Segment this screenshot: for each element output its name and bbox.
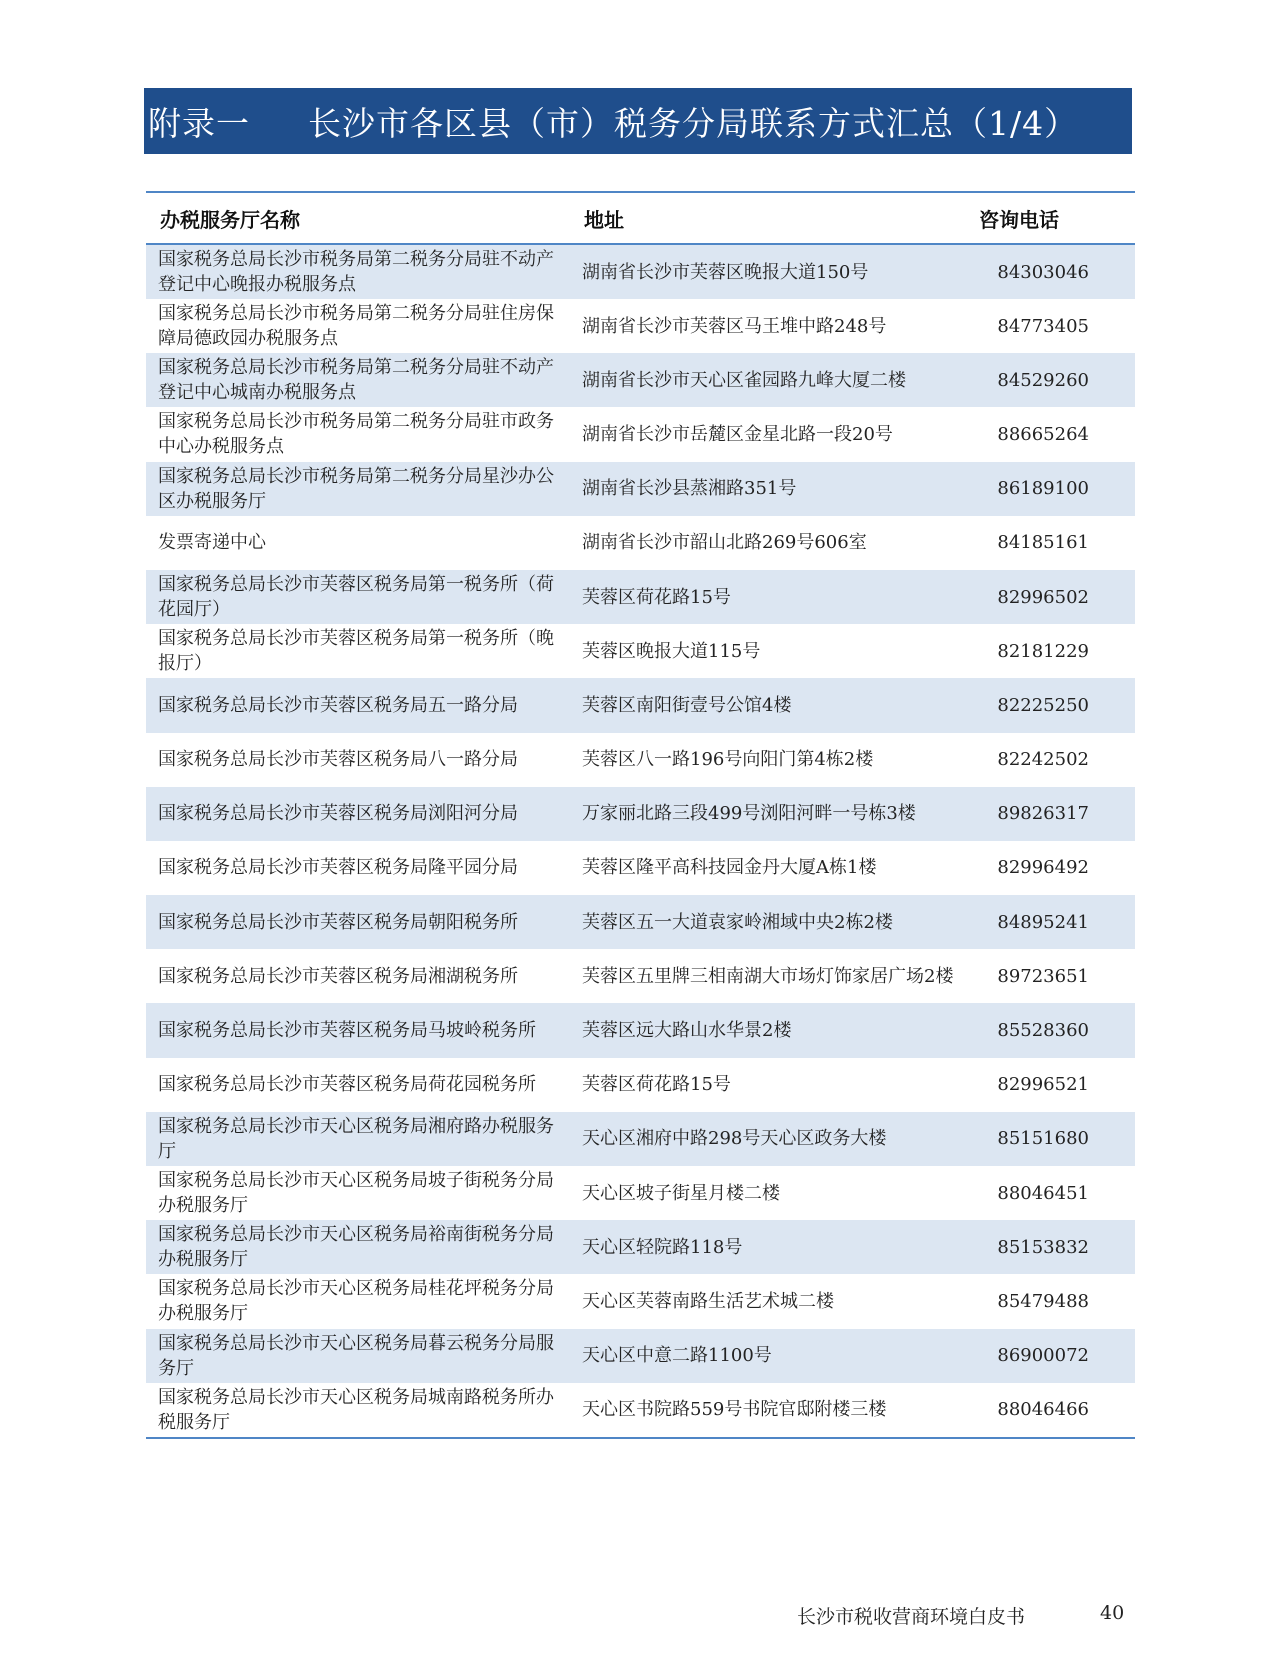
table-row: [146, 1003, 1135, 1057]
table-row: [146, 1329, 1135, 1383]
office-name: 国家税务总局长沙市天心区税务局暮云税务分局服务厅: [158, 1332, 554, 1379]
office-name: 发票寄递中心: [158, 532, 266, 554]
office-phone: 86900072: [997, 1345, 1089, 1367]
table-row: [146, 1058, 1135, 1112]
office-address: 湖南省长沙市岳麓区金星北路一段20号: [582, 423, 893, 445]
office-name: 国家税务总局长沙市芙蓉区税务局第一税务所（晚报厅）: [158, 628, 554, 675]
office-phone: 85153832: [997, 1236, 1089, 1258]
office-name: 国家税务总局长沙市天心区税务局桂花坪税务分局办税服务厅: [158, 1278, 554, 1325]
office-phone: 84895241: [997, 911, 1089, 933]
office-address: 芙蓉区五一大道袁家岭湘域中央2栋2楼: [582, 911, 893, 933]
office-address: 湖南省长沙市芙蓉区马王堆中路248号: [582, 315, 887, 337]
office-phone: 82996502: [997, 586, 1089, 608]
office-name: 国家税务总局长沙市税务局第二税务分局驻不动产登记中心晚报办税服务点: [158, 249, 554, 295]
table-row: [146, 1112, 1135, 1166]
office-address: 天心区轻院路118号: [582, 1236, 743, 1258]
office-name: 国家税务总局长沙市税务局第二税务分局驻住房保障局德政园办税服务点: [158, 303, 554, 350]
table-row: [146, 1220, 1135, 1274]
office-phone: 84303046: [997, 261, 1089, 283]
table-row: [146, 787, 1135, 841]
office-phone: 88046466: [965, 1383, 1135, 1438]
table-header-row: [146, 192, 1135, 244]
appendix-label: 附录一: [148, 103, 250, 143]
office-phone: 84773405: [997, 315, 1089, 337]
office-name: 国家税务总局长沙市税务局第二税务分局驻不动产登记中心城南办税服务点: [158, 357, 554, 404]
office-phone: 85528360: [997, 1020, 1089, 1042]
table-row: [146, 244, 1135, 299]
office-name: 国家税务总局长沙市芙蓉区税务局马坡岭税务所: [158, 1020, 536, 1042]
office-phone: 82181229: [997, 640, 1089, 662]
office-address: 天心区芙蓉南路生活艺术城二楼: [582, 1290, 834, 1312]
table-row: [146, 299, 1135, 353]
office-address: 芙蓉区南阳街壹号公馆4楼: [582, 694, 792, 716]
contact-table: [146, 191, 1135, 1439]
table-row: [146, 1274, 1135, 1328]
table-row: [146, 462, 1135, 516]
office-address: 芙蓉区远大路山水华景2楼: [582, 1020, 792, 1042]
office-address: 湖南省长沙市芙蓉区晚报大道150号: [582, 261, 869, 283]
office-name: 国家税务总局长沙市税务局第二税务分局星沙办公区办税服务厅: [158, 465, 554, 512]
table-row: [146, 353, 1135, 407]
office-phone: 82996492: [997, 857, 1089, 879]
office-phone: 89826317: [997, 803, 1089, 825]
table-row: [146, 949, 1135, 1003]
office-address: 天心区书院路559号书院官邸附楼三楼: [570, 1383, 965, 1438]
office-address: 芙蓉区荷花路15号: [582, 1074, 731, 1096]
office-name: 国家税务总局长沙市芙蓉区税务局朝阳税务所: [158, 911, 518, 933]
office-name: 国家税务总局长沙市天心区税务局裕南街税务分局办税服务厅: [158, 1224, 554, 1271]
office-name: 国家税务总局长沙市天心区税务局坡子街税务分局办税服务厅: [158, 1170, 554, 1217]
table-row: [146, 624, 1135, 678]
appendix-title-banner: [144, 88, 1132, 154]
header-address: 地址: [570, 192, 965, 244]
office-name: 国家税务总局长沙市芙蓉区税务局八一路分局: [158, 749, 518, 771]
office-name: 国家税务总局长沙市芙蓉区税务局荷花园税务所: [158, 1074, 536, 1096]
office-phone: 88665264: [997, 423, 1089, 445]
page-number: 40: [1100, 1602, 1125, 1624]
office-address: 万家丽北路三段499号浏阳河畔一号栋3楼: [582, 803, 916, 825]
office-name: 国家税务总局长沙市芙蓉区税务局湘湖税务所: [158, 965, 518, 987]
office-phone: 84529260: [997, 369, 1089, 391]
office-phone: 89723651: [997, 965, 1089, 987]
table-row: [146, 1383, 1135, 1438]
office-name: 国家税务总局长沙市芙蓉区税务局浏阳河分局: [158, 803, 518, 825]
office-phone: 85151680: [997, 1128, 1089, 1150]
header-phone: 咨询电话: [965, 192, 1135, 244]
page-title: 长沙市各区县（市）税务分局联系方式汇总（1/4）: [308, 103, 1079, 143]
table-row: [146, 516, 1135, 570]
table-row: [146, 407, 1135, 461]
office-address: 天心区湘府中路298号天心区政务大楼: [582, 1128, 887, 1150]
office-address: 天心区中意二路1100号: [582, 1345, 772, 1367]
office-name: 国家税务总局长沙市芙蓉区税务局隆平园分局: [158, 857, 518, 879]
office-name: 国家税务总局长沙市芙蓉区税务局五一路分局: [158, 694, 518, 716]
office-phone: 82225250: [997, 694, 1089, 716]
office-address: 芙蓉区荷花路15号: [582, 586, 731, 608]
office-address: 湖南省长沙县蒸湘路351号: [582, 478, 797, 500]
office-name: 国家税务总局长沙市芙蓉区税务局第一税务所（荷花园厅）: [158, 574, 554, 621]
table-row: [146, 733, 1135, 787]
office-address: 芙蓉区隆平高科技园金丹大厦A栋1楼: [582, 857, 877, 879]
office-phone: 82996521: [997, 1074, 1089, 1096]
table-row: [146, 841, 1135, 895]
office-name: 国家税务总局长沙市天心区税务局湘府路办税服务厅: [158, 1115, 554, 1162]
header-name: 办税服务厅名称: [146, 192, 570, 244]
table-row: [146, 895, 1135, 949]
office-address: 芙蓉区晚报大道115号: [582, 640, 761, 662]
office-phone: 86189100: [997, 478, 1089, 500]
office-address: 芙蓉区八一路196号向阳门第4栋2楼: [582, 749, 874, 771]
office-address: 湖南省长沙市天心区雀园路九峰大厦二楼: [582, 369, 906, 391]
office-name: 国家税务总局长沙市天心区税务局城南路税务所办税服务厅: [146, 1383, 570, 1438]
contact-table-container: [146, 191, 1135, 1439]
table-row: [146, 1166, 1135, 1220]
office-phone: 88046451: [997, 1182, 1089, 1204]
office-address: 湖南省长沙市韶山北路269号606室: [582, 532, 867, 554]
office-phone: 84185161: [997, 532, 1089, 554]
office-name: 国家税务总局长沙市税务局第二税务分局驻市政务中心办税服务点: [158, 411, 554, 458]
footer-document-title: 长沙市税收营商环境白皮书: [797, 1606, 1026, 1628]
office-phone: 82242502: [997, 749, 1089, 771]
office-address: 芙蓉区五里牌三相南湖大市场灯饰家居广场2楼: [582, 965, 954, 987]
table-row: [146, 570, 1135, 624]
office-phone: 85479488: [997, 1290, 1089, 1312]
table-row: [146, 678, 1135, 732]
office-address: 天心区坡子街星月楼二楼: [582, 1182, 780, 1204]
